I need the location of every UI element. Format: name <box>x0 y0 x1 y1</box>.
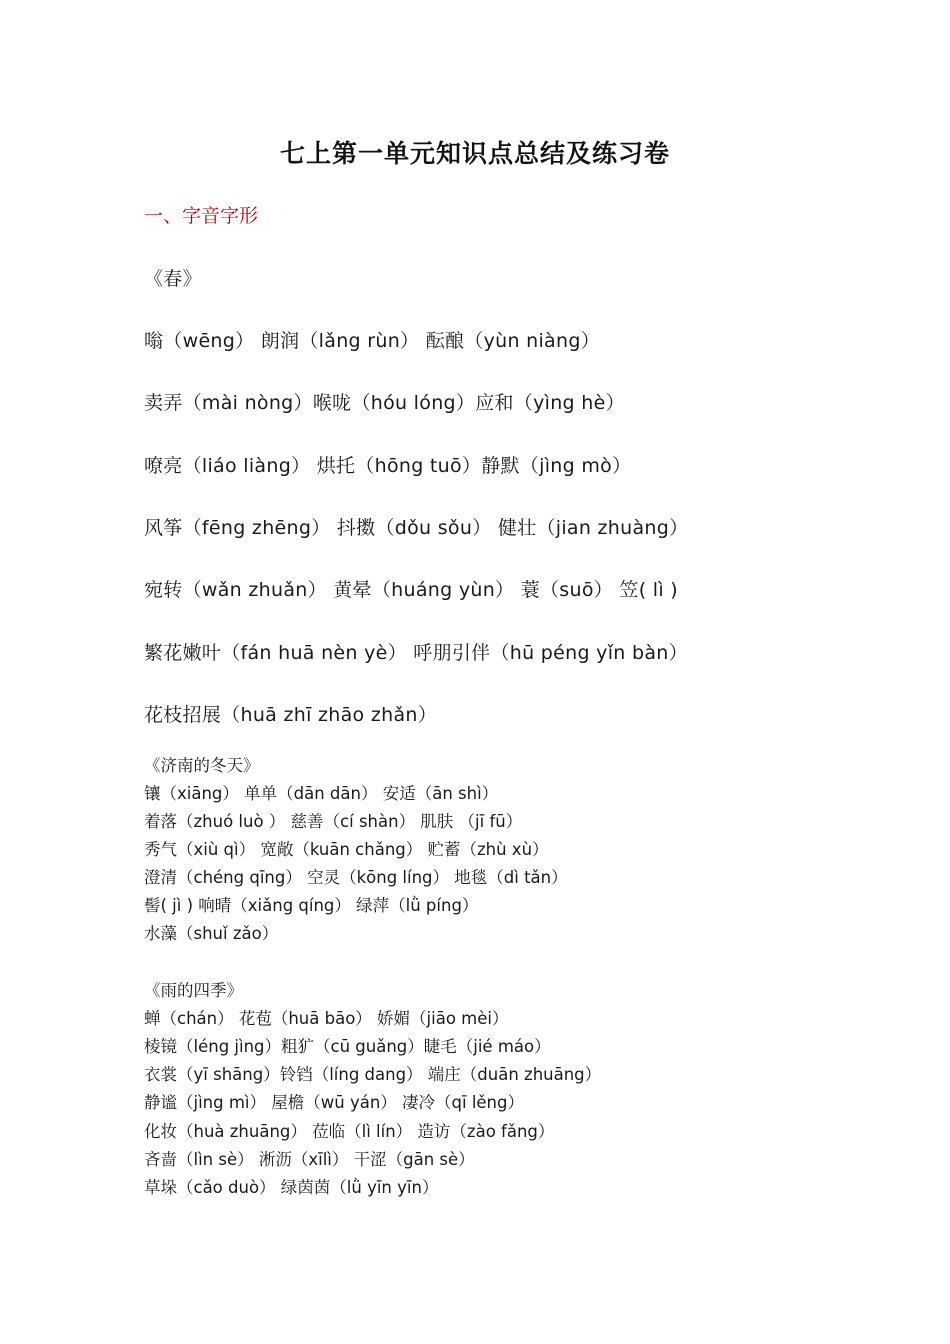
spring-line-2: 卖弄（mài nòng）喉咙（hóu lóng）应和（yìng hè） <box>144 392 625 414</box>
rain-line-1: 蝉（chán） 花苞（huā bāo） 娇媚（jiāo mèi） <box>144 1009 509 1028</box>
rain-line-4: 静谧（jìng mì） 屋檐（wū yán） 凄冷（qī lěng） <box>144 1093 524 1112</box>
jinan-line-2: 着落（zhuó luò ） 慈善（cí shàn） 肌肤 （jī fū） <box>144 812 523 831</box>
rain-line-2: 棱镜（léng jìng）粗犷（cū guǎng）睫毛（jié máo） <box>144 1037 551 1056</box>
lesson-heading-jinan: 《济南的冬天》 <box>144 756 260 775</box>
spring-line-1: 嗡（wēng） 朗润（lǎng rùn） 酝酿（yùn niàng） <box>144 330 601 352</box>
spring-line-5: 宛转（wǎn zhuǎn） 黄晕（huáng yùn） 蓑（suō） 笠( lì ) <box>144 579 678 601</box>
rain-line-7: 草垛（cǎo duò） 绿茵茵（lǜ yīn yīn） <box>144 1178 439 1197</box>
jinan-line-3: 秀气（xiù qì） 宽敞（kuān chǎng） 贮蓄（zhù xù） <box>144 840 549 859</box>
jinan-line-4: 澄清（chéng qīng） 空灵（kōng líng） 地毯（dì tǎn） <box>144 868 568 887</box>
spring-line-7: 花枝招展（huā zhī zhāo zhǎn） <box>144 704 438 726</box>
spring-line-3: 嘹亮（liáo liàng） 烘托（hōng tuō）静默（jìng mò） <box>144 455 632 477</box>
rain-line-3: 衣裳（yī shāng）铃铛（líng dang） 端庄（duān zhuāng） <box>144 1065 602 1084</box>
document-title: 七上第一单元知识点总结及练习卷 <box>279 139 670 168</box>
rain-line-6: 吝啬（lìn sè） 淅沥（xīlì） 干涩（gān sè） <box>144 1150 475 1169</box>
jinan-line-6: 水藻（shuǐ zǎo） <box>144 924 279 943</box>
jinan-line-5: 髻( jì ) 响晴（xiǎng qíng） 绿萍（lǜ píng） <box>144 896 479 915</box>
lesson-heading-rain: 《雨的四季》 <box>144 981 243 1000</box>
spring-line-4: 风筝（fēng zhēng） 抖擞（dǒu sǒu） 健壮（jian zhuàng） <box>144 517 689 539</box>
jinan-line-1: 镶（xiāng） 单单（dān dān） 安适（ān shì） <box>144 784 499 803</box>
rain-line-5: 化妆（huà zhuāng） 莅临（lì lín） 造访（zào fǎng） <box>144 1122 555 1141</box>
section-heading: 一、字音字形 <box>144 205 259 227</box>
spring-line-6: 繁花嫩叶（fán huā nèn yè） 呼朋引伴（hū péng yǐn bàn） <box>144 642 688 664</box>
lesson-heading-spring: 《春》 <box>144 268 202 290</box>
